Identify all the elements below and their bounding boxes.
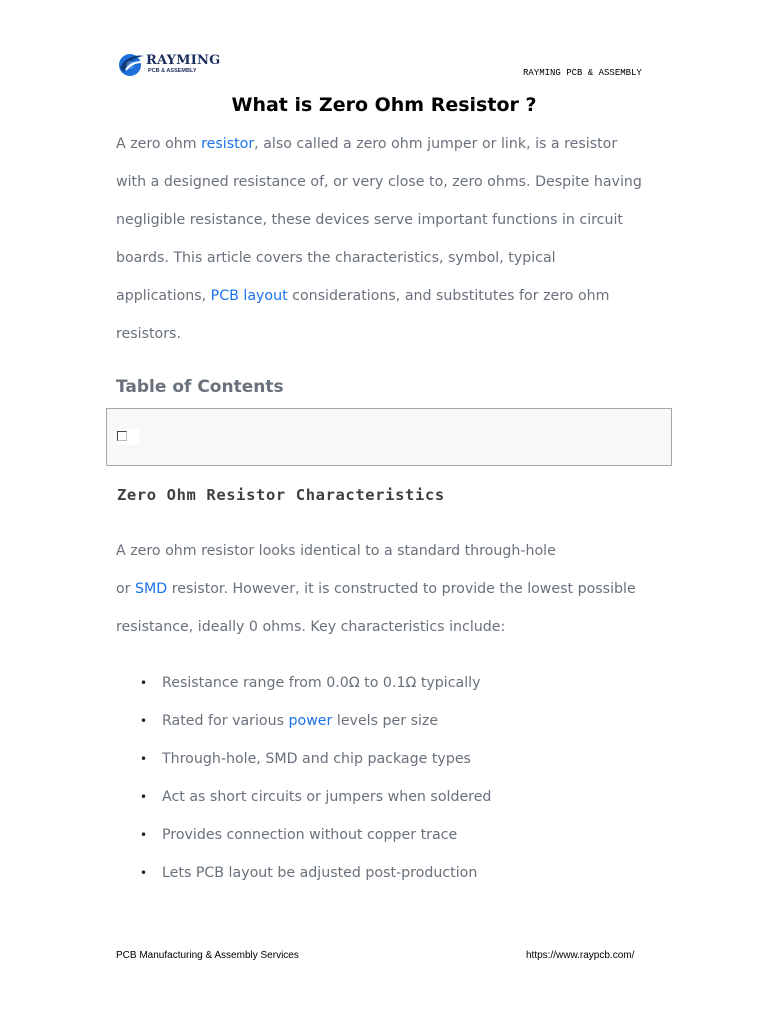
- bullet-icon: •: [140, 828, 148, 842]
- footer-services-text: PCB Manufacturing & Assembly Services: [116, 950, 299, 961]
- char-line-1: A zero ohm resistor looks identical to a standard through-hole: [116, 543, 556, 559]
- list-item-text: Resistance range from 0.0Ω to 0.1Ω typically: [162, 675, 481, 691]
- bullet-icon: •: [140, 752, 148, 766]
- logo-wordmark: RAYMING: [146, 53, 221, 68]
- logo-tagline: PCB & ASSEMBLY: [148, 68, 197, 74]
- intro-line-6: resistors.: [116, 326, 181, 342]
- intro-line-3: negligible resistance, these devices serve important functions in circuit: [116, 212, 623, 228]
- resistor-link[interactable]: resistor: [201, 136, 255, 152]
- characteristics-paragraph: [116, 532, 676, 646]
- header-company-name: RAYMING PCB & ASSEMBLY: [523, 68, 642, 78]
- list-item-text: Lets PCB layout be adjusted post-production: [162, 865, 478, 881]
- intro-line-5: [116, 277, 676, 315]
- char-text: or: [116, 581, 136, 597]
- list-item-text: Rated for various: [162, 713, 289, 729]
- intro-text: A zero ohm: [116, 136, 202, 152]
- list-item: [116, 702, 491, 740]
- char-line-2: [116, 570, 676, 608]
- list-item: [116, 664, 491, 702]
- intro-line-4: boards. This article covers the characteristics, symbol, typical: [116, 250, 556, 266]
- intro-line-1: [116, 125, 676, 163]
- rayming-logo[interactable]: [116, 50, 221, 80]
- footer-website-link[interactable]: https://www.raypcb.com/: [526, 950, 635, 961]
- section-heading-characteristics: Zero Ohm Resistor Characteristics: [117, 486, 445, 504]
- bullet-icon: •: [140, 866, 148, 880]
- bullet-icon: •: [140, 676, 148, 690]
- power-link[interactable]: power: [288, 713, 333, 729]
- intro-paragraph: [116, 125, 676, 353]
- char-line-3: resistance, ideally 0 ohms. Key characteristics include:: [116, 619, 506, 635]
- toc-heading: Table of Contents: [116, 377, 284, 397]
- list-item: [116, 816, 491, 854]
- list-item-text: Act as short circuits or jumpers when soldered: [162, 789, 492, 805]
- intro-text: considerations, and substitutes for zero ohm: [287, 288, 610, 304]
- intro-line-2: with a designed resistance of, or very close to, zero ohms. Despite having: [116, 174, 642, 190]
- page-title: What is Zero Ohm Resistor ?: [231, 94, 537, 116]
- list-item: [116, 740, 491, 778]
- bullet-icon: •: [140, 714, 148, 728]
- intro-text: , also called a zero ohm jumper or link, is a resistor: [254, 136, 618, 152]
- toc-container: [106, 408, 672, 466]
- characteristics-list: [116, 664, 491, 892]
- list-item-text: levels per size: [332, 713, 439, 729]
- intro-text: applications,: [116, 288, 211, 304]
- pcb-layout-link[interactable]: PCB layout: [210, 288, 288, 304]
- smd-link[interactable]: SMD: [135, 581, 168, 597]
- rayming-logo-icon: [116, 50, 146, 80]
- list-item: [116, 854, 491, 892]
- char-text: resistor. However, it is constructed to provide the lowest possible: [167, 581, 636, 597]
- list-item-text: Through-hole, SMD and chip package types: [162, 751, 471, 767]
- list-item: [116, 778, 491, 816]
- bullet-icon: •: [140, 790, 148, 804]
- toc-toggle-icon: [117, 431, 127, 441]
- list-item-text: Provides connection without copper trace: [162, 827, 458, 843]
- toc-toggle-button[interactable]: [117, 429, 139, 445]
